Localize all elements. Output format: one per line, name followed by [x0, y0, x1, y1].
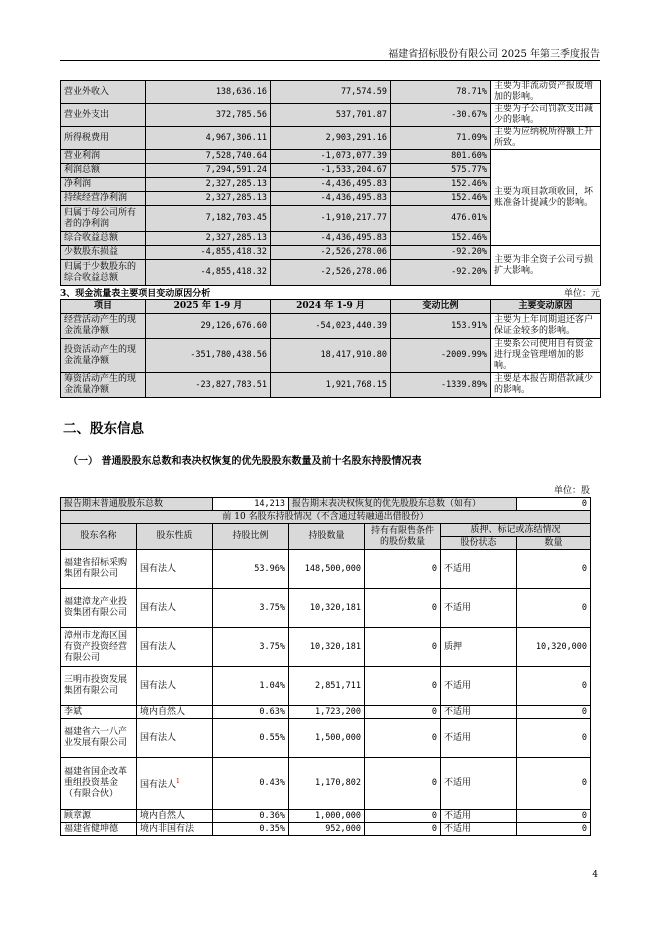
- top10-title-row: [61, 511, 591, 524]
- item-label: 少数股东损益: [61, 246, 146, 260]
- table-header-row: 股东名称 股东性质 持股比例 持股数量 持有有限售条件的股份数量 质押、标记或冻结情况: [61, 524, 591, 537]
- total-label: 报告期末普通股股东总数: [61, 498, 213, 511]
- page-header: 福建省招标股份有限公司 2025 年第三季度报告: [388, 49, 600, 60]
- shareholder-name: 福建省招标采购集团有限公司: [61, 550, 137, 589]
- table-row: 营业利润 7,528,740.64 -1,073,077.39 801.60% 主要为项目款项收回，坏账准备计提减少的影响。: [61, 150, 601, 164]
- subsection-one-title: （一） 普通股股东总数和表决权恢复的优先股股东数量及前十名股东持股情况表: [68, 456, 422, 467]
- table-row: 综合收益总额 2,327,285.13 -4,436,495.83 152.46%: [61, 232, 601, 246]
- table-row: 经营活动产生的现金流量净额 29,126,676.60 -54,023,440.39 153.91% 主要为上年同期退还客户保证金较多的影响。: [61, 314, 601, 339]
- shareholder-name: 福建漳龙产业投资集团有限公司: [61, 589, 137, 628]
- table-row: 福建省健坤德 境内非国有法 0.35% 952,000 0 不适用 0: [61, 823, 591, 836]
- table-row: 福建漳龙产业投资集团有限公司 国有法人 3.75% 10,320,181 0 不适用 0: [61, 589, 591, 628]
- table-row: 持续经营净利润 2,327,285.13 -4,436,495.83 152.46%: [61, 192, 601, 206]
- table-row: 投资活动产生的现金流量净额 -351,780,438.56 18,417,910.80 -2009.99% 主要系公司使用自有资金进行现金管理增加的影响。: [61, 339, 601, 373]
- shareholder-name: 福建省国企改革重组投资基金（有限合伙）: [61, 758, 137, 810]
- section-3-unit: 单位：元: [563, 289, 600, 299]
- table-row: 净利润 2,327,285.13 -4,436,495.83 152.46%: [61, 178, 601, 192]
- item-label: 归属于少数股东的综合收益总额: [61, 260, 146, 286]
- item-label: 营业外收入: [61, 81, 146, 104]
- table-row: 营业外支出 372,785.56 537,701.87 -30.67% 主要为子公司罚款支出减少的影响。: [61, 104, 601, 127]
- table-row: 福建省六一八产业发展有限公司 国有法人 0.55% 1,500,000 0 不适用 0: [61, 719, 591, 758]
- page-number: 4: [592, 870, 598, 880]
- shareholder-name: 顾章源: [61, 810, 137, 823]
- table-row: 所得税费用 4,967,306.11 2,903,291.16 71.09% 主要为应纳税所得额上升所致。: [61, 127, 601, 150]
- header-divider: [60, 60, 600, 61]
- table-row: 顾章源 境内自然人 0.36% 1,000,000 0 不适用 0: [61, 810, 591, 823]
- table-row: 三明市投资发展集团有限公司 国有法人 1.04% 2,851,711 0 不适用 0: [61, 667, 591, 706]
- cashflow-change-table: [60, 299, 601, 398]
- table-row: 归属于母公司所有者的净利润 7,182,703.45 -1,910,217.77 476.01%: [61, 206, 601, 232]
- table-row: 归属于少数股东的综合收益总额 -4,855,418.32 -2,526,278.06 -92.20%: [61, 260, 601, 286]
- shareholder-name: 漳州市龙海区国有资产投资经营有限公司: [61, 628, 137, 667]
- table-row: 少数股东损益 -4,855,418.32 -2,526,278.06 -92.20% 主要为非全资子公司亏损扩大影响。: [61, 246, 601, 260]
- preferred-value: 0: [517, 498, 591, 511]
- shareholders-table: [60, 497, 591, 836]
- income-change-table: [60, 80, 601, 286]
- table-row: 李斌 境内自然人 0.63% 1,723,200 0 不适用 0: [61, 706, 591, 719]
- item-label: 归属于母公司所有者的净利润: [61, 206, 146, 232]
- section-3-title: 3、现金流量表主要项目变动原因分析: [60, 289, 211, 299]
- item-label: 营业利润: [61, 150, 146, 164]
- item-label: 营业外支出: [61, 104, 146, 127]
- table-row: 利润总额 7,294,591.24 -1,533,204.67 575.77%: [61, 164, 601, 178]
- merged-reason-2: 主要为非全资子公司亏损扩大影响。: [491, 246, 601, 286]
- item-label: 综合收益总额: [61, 232, 146, 246]
- merged-reason-1: 主要为项目款项收回，坏账准备计提减少的影响。: [491, 150, 601, 246]
- table-row: 福建省国企改革重组投资基金（有限合伙） 国有法人$^1$ 0.43% 1,170,802 0 不适用 0: [61, 758, 591, 810]
- item-label: 经营活动产生的现金流量净额: [61, 314, 146, 339]
- top10-title: 前 10 名股东持股情况（不含通过转融通出借股份）: [61, 511, 591, 524]
- shareholder-name: 三明市投资发展集团有限公司: [61, 667, 137, 706]
- table-row: 福建省招标采购集团有限公司 国有法人 53.96% 148,500,000 0 不适用 0: [61, 550, 591, 589]
- item-label: 投资活动产生的现金流量净额: [61, 339, 146, 373]
- total-value: 14,213: [213, 498, 289, 511]
- item-label: 筹资活动产生的现金流量净额: [61, 373, 146, 398]
- section-two-title: 二、股东信息: [63, 421, 144, 437]
- table-row: 筹资活动产生的现金流量净额 -23,827,783.51 1,921,768.15 -1339.89% 主要是本报告期借款减少的影响。: [61, 373, 601, 398]
- item-label: 持续经营净利润: [61, 192, 146, 206]
- shareholder-name: 李斌: [61, 706, 137, 719]
- table-row: 漳州市龙海区国有资产投资经营有限公司 国有法人 3.75% 10,320,181 0 质押 10,320,000: [61, 628, 591, 667]
- total-row: [61, 498, 591, 511]
- item-label: 净利润: [61, 178, 146, 192]
- shareholder-name: 福建省健坤德: [61, 823, 137, 836]
- table-row: 营业外收入 138,636.16 77,574.59 78.71% 主要为非流动资产报废增加的影响。: [61, 81, 601, 104]
- footnote-marker: 1: [176, 778, 180, 785]
- shareholder-name: 福建省六一八产业发展有限公司: [61, 719, 137, 758]
- table-header-row: 项目 2025 年 1-9 月 2024 年 1-9 月 变动比例 主要变动原因: [61, 300, 601, 314]
- item-label: 利润总额: [61, 164, 146, 178]
- table-header-row: 股份状态 数量: [61, 537, 591, 550]
- shareholder-unit: 单位：股: [553, 486, 590, 496]
- item-label: 所得税费用: [61, 127, 146, 150]
- preferred-label: 报告期末表决权恢复的优先股股东总数（如有）: [289, 498, 517, 511]
